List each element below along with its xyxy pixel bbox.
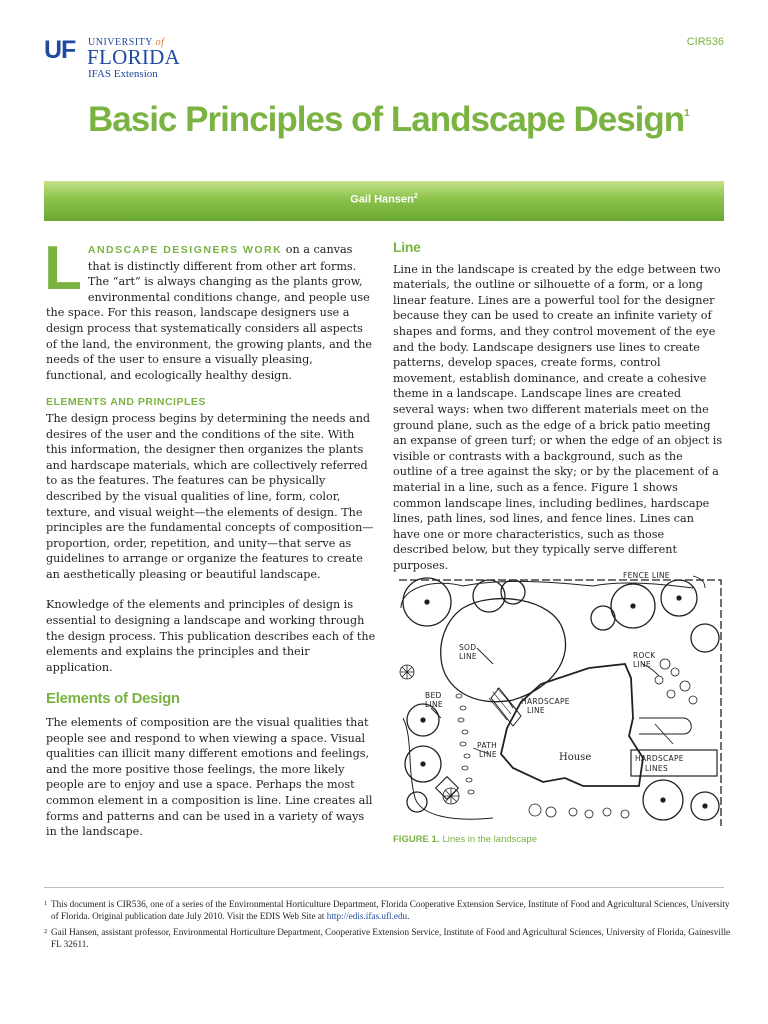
right-column [393, 240, 723, 585]
label-path-2: LINE [479, 750, 497, 759]
left-column [44, 234, 376, 852]
logo-university-text: UNIVERSITY of [88, 37, 165, 48]
title-footnote-mark: 1 [684, 108, 689, 119]
intro-paragraph [44, 234, 376, 383]
heading-elements-and-principles: ELEMENTS AND PRINCIPLES [46, 396, 206, 409]
logo-extension-text: IFAS Extension [88, 68, 158, 80]
knowledge-paragraph: Knowledge of the elements and principles of design is essential to designing a landscape and working through the design process. This publication describes each of the elements and explains the principles and their application. [46, 598, 376, 674]
figure-caption-label: FIGURE 1. [393, 834, 440, 845]
intro-text: on a canvas that is distinctly different from other art forms. The “art” is always changing as the plants grow, environmental conditions change, and people use the space. For this reason, landscape designers use a design process that systematically considers all aspects of the land, the environment, the growing plants, and the needs of the user to ensure a visually pleasing, functional, and ecologically healthy design. [46, 243, 373, 382]
label-hardscape-right-2: LINES [645, 764, 669, 773]
house-outline [501, 664, 643, 786]
label-rock-1: ROCK [633, 651, 656, 660]
logo-florida-text: FLORIDA [87, 45, 181, 69]
footnote-divider [44, 887, 724, 888]
label-fence-line: FENCE LINE [623, 571, 670, 580]
elements-paragraph: The elements of composition are the visual qualities that people see and respond to when viewing a space. Visual qualities can illicit many different emotions and feelings, and the more positive those feelings, the more likely people are to enjoy and use a space. Perhaps the most common element in a composition is line. Line creates all forms and patterns and can be used in a variety of ways in the landscape. [46, 716, 373, 839]
document-code: CIR536 [686, 36, 724, 48]
footnote-2 [44, 926, 734, 950]
label-path-1: PATH [477, 741, 498, 750]
footnote-1-text: This document is CIR536, one of a series of the Environmental Horticulture Department, Florida Cooperative Extension Service, Institute of Food and Agricultural Sciences, University of Florida. Original publication date July 2010. Visit the EDIS Web Site at [51, 899, 730, 921]
footnote-1: 1 This document is CIR536, one of a series of the Environmental Horticulture Department, Florida Cooperative Extension Service, Institute of Food and Agricultural Sciences, University of Florida. Original publication date July 2010. Visit the EDIS Web Site at http://edis.ifas.ufl.edu. [44, 899, 730, 921]
line-paragraph: Line in the landscape is created by the edge between two materials, the outline or silhouette of a form, or a long linear feature. Lines are a powerful tool for the designer because they can be used to create an infinite variety of shapes and forms, and they control movement of the eye and the body. Landscape designers use lines to create patterns, develop spaces, create forms, control movement, establish dominance, and create a cohesive theme in a landscape. Landscape lines are created several ways: when two different materials meet on the ground plane, such as the edge of a brick patio meeting an expanse of green turf; or when the edge of an object is visible or contrasts with a background, such as the outline of a tree against the sky; or by the placement of a material in a line, such as a fence. Figure 1 shows common landscape lines, including bedlines, hardscape lines, path lines, sod lines, and fence lines. Lines can have one or more characteristics, such as those described below, but they typically serve different purposes. [393, 262, 723, 572]
footnote-1-mark: 1 [44, 900, 48, 907]
label-sod-1: SOD [459, 643, 477, 652]
author-band [44, 181, 724, 221]
label-rock-2: LINE [633, 660, 651, 669]
author-name: Gail Hansen$^2$ [350, 193, 418, 206]
label-bed-2: LINE [425, 700, 443, 709]
figure-caption-text: Lines in the landscape [442, 834, 537, 845]
page-title: Basic Principles of Landscape Design$^1$ [88, 100, 689, 139]
label-bed-1: BED [425, 691, 442, 700]
footnote-2-mark: 2 [44, 928, 48, 935]
uf-ifas-logo [44, 34, 194, 82]
label-hardscape-1: HARDSCAPE [521, 697, 570, 706]
edis-link[interactable]: http://edis.ifas.ufl.edu [326, 911, 408, 921]
landscape-plan-drawing [393, 568, 725, 830]
intro-leadin: ANDSCAPE DESIGNERS WORK [87, 244, 283, 256]
drop-cap: L [44, 234, 82, 303]
logo-uf-mark: UF [44, 36, 76, 64]
figure-caption [393, 834, 537, 845]
footnote-2-text: Gail Hansen, assistant professor, Environmental Horticulture Department, Cooperative Extension Service, Institute of Food and Agricultural Sciences, University of Florida, Gainesville FL 32611. [51, 927, 731, 949]
design-process-paragraph: The design process begins by determining the needs and desires of the user and the conditions of the site. With this information, the designer then organizes the plants and hardscape materials, which are collectively referred to as the features. The features can be physically described by the visual qualities of line, form, color, texture, and visual weight—the elements of design. The principles are the fundamental concepts of composition—proportion, order, repetition, and unity—that serve as guidelines to arrange or organize the features to create an aesthetically pleasing or beautiful landscape. [46, 411, 374, 581]
author-footnote-mark: 2 [413, 193, 418, 200]
label-house: House [559, 752, 592, 763]
heading-elements-of-design: Elements of Design [46, 690, 180, 708]
heading-line: Line [393, 239, 421, 255]
label-hardscape-right-1: HARDSCAPE [635, 754, 684, 763]
label-sod-2: LINE [459, 652, 477, 661]
shrub-group [400, 659, 697, 818]
label-hardscape-2: LINE [527, 706, 545, 715]
landscape-plan-figure [393, 568, 725, 830]
